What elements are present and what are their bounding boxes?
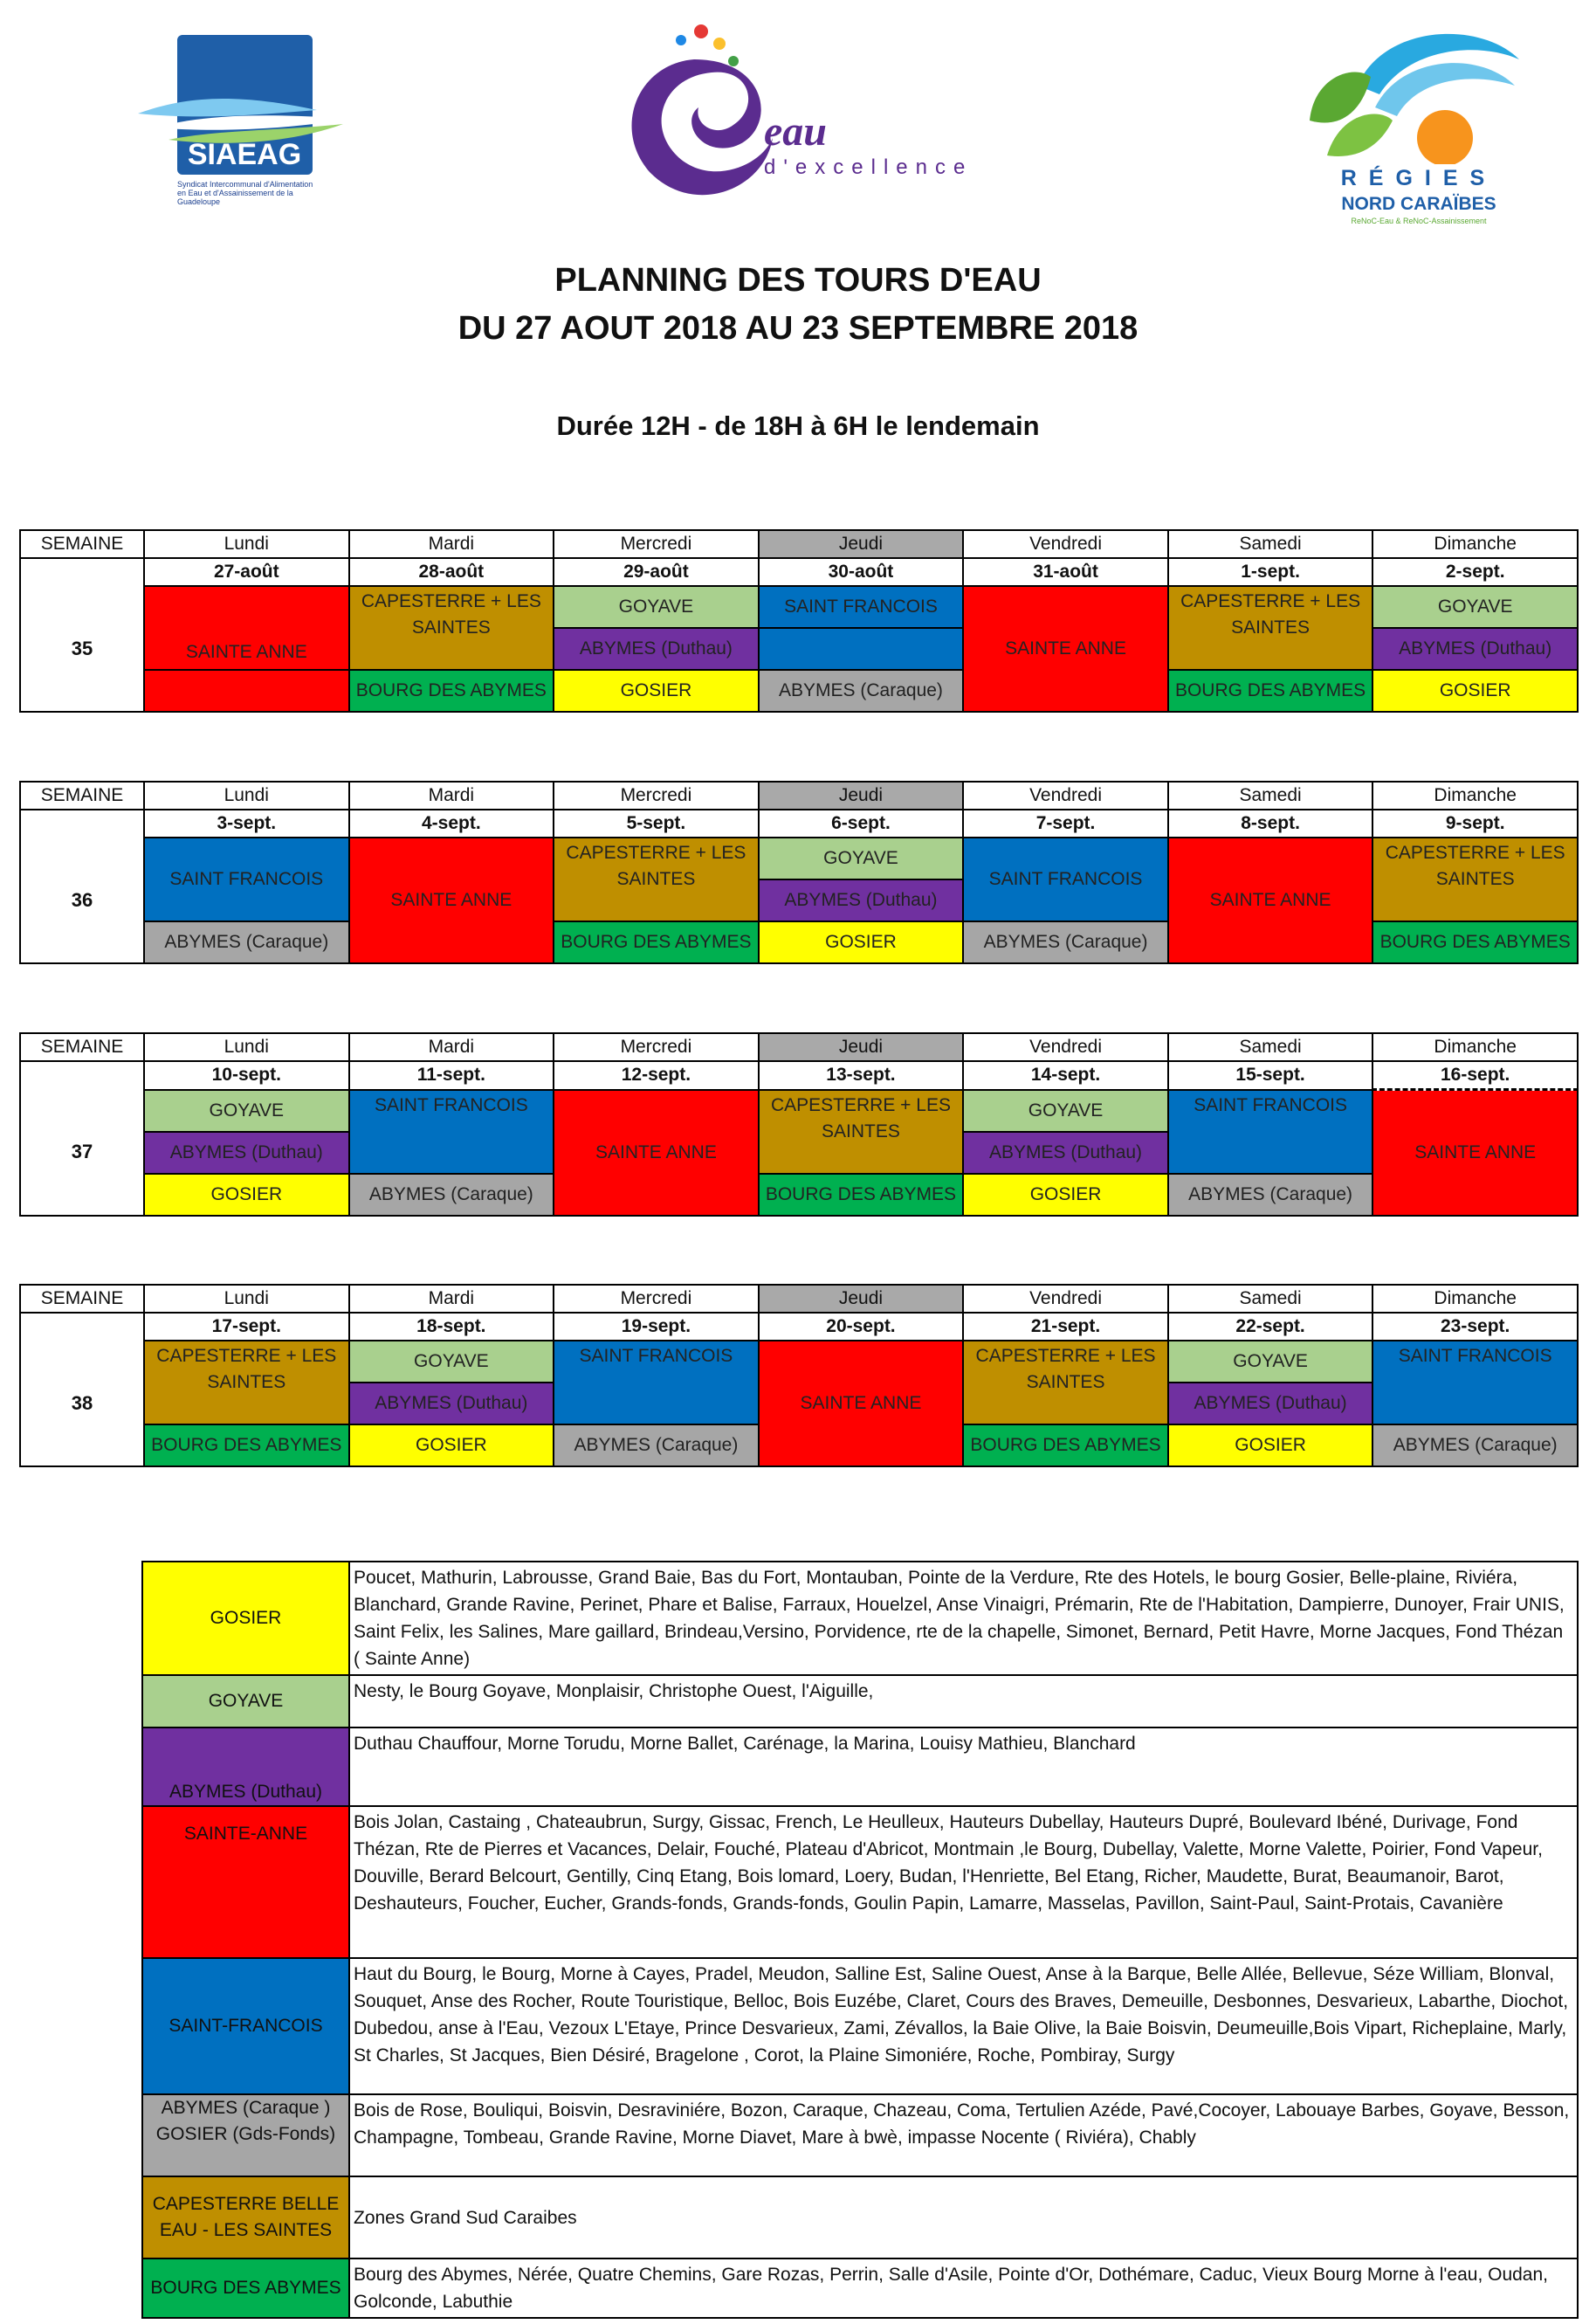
day-header-samedi: Samedi	[1168, 782, 1373, 810]
day-header-samedi: Samedi	[1168, 1285, 1373, 1313]
legend-text-saint-francois: Haut du Bourg, le Bourg, Morne à Cayes, Pradel, Meudon, Salline Est, Saline Ouest, Anse à la Barque, Belle Allée, Bellevue, Séze William, Blonval, Souquet, Anse des Rocher, Route Touristique, Belloc, Bois Euzébe, Claret, Cours des Braves, Demeuille, Desbonnes, Desvarieux, Labarthe, Diochot, Dubedou, anse à l'Eau, Vezoux L'Etaye, Prince Desvarieux, Zami, Zévallos, la Baie Olive, la Baie Boisvin, Deumeuille,Bois Vipart, Richeplaine, Marly, St Charles, St Jacques, Bien Désiré, Bragelone , Corot, la Plaine Simoniére, Roche, Pombiray, Surgy	[349, 1958, 1578, 2094]
semaine-header: SEMAINE	[20, 530, 144, 558]
week-37-schedule	[19, 1032, 1579, 1217]
zone-goyave: GOYAVE	[1168, 1341, 1373, 1383]
zone-capesterre: CAPESTERRE + LES SAINTES	[759, 1090, 964, 1174]
regies-sun-leaf-icon	[1305, 24, 1532, 164]
zone-gosier: GOSIER	[554, 670, 759, 712]
zone-bourg-des-abymes: BOURG DES ABYMES	[1372, 921, 1578, 963]
day-header-jeudi: Jeudi	[759, 782, 964, 810]
day-header-mardi: Mardi	[349, 1033, 554, 1061]
day-header-dimanche: Dimanche	[1372, 1033, 1578, 1061]
date-cell: 11-sept.	[349, 1061, 554, 1090]
date-cell: 19-sept.	[554, 1313, 759, 1341]
day-header-vendredi: Vendredi	[963, 782, 1168, 810]
date-cell: 10-sept.	[144, 1061, 349, 1090]
day-header-jeudi: Jeudi	[759, 1033, 964, 1061]
zone-saint-francois: SAINT FRANCOIS	[1168, 1090, 1373, 1174]
zone-bourg-des-abymes: BOURG DES ABYMES	[144, 1424, 349, 1466]
zone-abymes-caraque: ABYMES (Caraque)	[144, 921, 349, 963]
zone-saint-francois: SAINT FRANCOIS	[349, 1090, 554, 1174]
week-number: 36	[20, 838, 144, 963]
duration-note: Durée 12H - de 18H à 6H le lendemain	[556, 410, 1040, 441]
zone-saint-francois: SAINT FRANCOIS	[144, 838, 349, 921]
regies-subtitle: ReNoC-Eau & ReNoC-Assainissement	[1351, 217, 1487, 225]
date-cell: 5-sept.	[554, 810, 759, 838]
zone-abymes-caraque: ABYMES (Caraque)	[1168, 1174, 1373, 1216]
zone-abymes-duthau: ABYMES (Duthau)	[1372, 628, 1578, 670]
day-header-lundi: Lundi	[144, 530, 349, 558]
zone-sainte-anne: SAINTE ANNE	[554, 1090, 759, 1216]
zone-gosier: GOSIER	[963, 1174, 1168, 1216]
zone-gosier: GOSIER	[1372, 670, 1578, 712]
legend-key-goyave: GOYAVE	[142, 1675, 349, 1727]
zone-saint-francois: SAINT FRANCOIS	[963, 838, 1168, 921]
zone-bourg-des-abymes: BOURG DES ABYMES	[349, 670, 554, 712]
date-cell: 22-sept.	[1168, 1313, 1373, 1341]
date-cell: 7-sept.	[963, 810, 1168, 838]
siaeag-name: SIAEAG	[187, 138, 302, 171]
siaeag-logo	[138, 33, 352, 225]
zone-capesterre: CAPESTERRE + LES SAINTES	[963, 1341, 1168, 1424]
regies-nord-caraibes-logo	[1305, 24, 1532, 234]
date-cell: 21-sept.	[963, 1313, 1168, 1341]
date-cell: 2-sept.	[1372, 558, 1578, 586]
zone-goyave: GOYAVE	[349, 1341, 554, 1383]
zone-bourg-des-abymes: BOURG DES ABYMES	[963, 1424, 1168, 1466]
zone-sainte-anne: SAINTE ANNE	[963, 586, 1168, 712]
zone-gosier: GOSIER	[349, 1424, 554, 1466]
date-cell: 31-août	[963, 558, 1168, 586]
date-cell: 3-sept.	[144, 810, 349, 838]
zone-saint-francois: SAINT FRANCOIS	[554, 1341, 759, 1424]
day-header-jeudi: Jeudi	[759, 1285, 964, 1313]
day-header-dimanche: Dimanche	[1372, 782, 1578, 810]
day-header-vendredi: Vendredi	[963, 1285, 1168, 1313]
date-cell: 29-août	[554, 558, 759, 586]
eau-word: eau	[764, 108, 827, 155]
date-cell: 12-sept.	[554, 1061, 759, 1090]
legend-key-sainte-anne: SAINTE-ANNE	[142, 1806, 349, 1958]
week-number: 37	[20, 1090, 144, 1216]
day-header-lundi: Lundi	[144, 1285, 349, 1313]
day-header-mardi: Mardi	[349, 1285, 554, 1313]
week-36-schedule	[19, 781, 1579, 964]
zone-sainte-anne: SAINTE ANNE	[1168, 838, 1373, 963]
date-cell: 28-août	[349, 558, 554, 586]
zone-abymes-caraque: ABYMES (Caraque)	[554, 1424, 759, 1466]
zone-capesterre: CAPESTERRE + LES SAINTES	[1372, 838, 1578, 921]
date-cell: 18-sept.	[349, 1313, 554, 1341]
day-header-dimanche: Dimanche	[1372, 530, 1578, 558]
date-cell: 6-sept.	[759, 810, 964, 838]
zones-legend	[141, 1561, 1579, 2319]
zone-abymes-duthau: ABYMES (Duthau)	[349, 1383, 554, 1424]
day-header-lundi: Lundi	[144, 1033, 349, 1061]
week-35-schedule	[19, 529, 1579, 713]
legend-text-sainte-anne: Bois Jolan, Castaing , Chateaubrun, Surgy, Gissac, French, Le Heulleux, Hauteurs Dubellay, Hauteurs Dupré, Boulevard Ibéné, Durivage, Fond Thézan, Rte de Pierres et Vacances, Delair, Fouché, Plateau d'Abricot, Montmain ,le Bourg, Dubellay, Valette, Morne Valette, Poirier, Fond Vapeur, Douville, Berard Belcourt, Gentilly, Cinq Etang, Bois lomard, Loery, Budan, l'Henriette, Bel Etang, Richer, Maudette, Burat, Beaumanoir, Barot, Deshauteurs, Foucher, Eucher, Grands-fonds, Grands-fonds, Goulin Papin, Lamarre, Masselas, Pavillon, Saint-Paul, Saint-Protais, Cavanière	[349, 1806, 1578, 1958]
siaeag-subtitle: Syndicat Intercommunal d'Alimentation en Eau et d'Assainissement de la Guadeloupe	[177, 180, 313, 206]
zone-capesterre: CAPESTERRE + LES SAINTES	[1168, 586, 1373, 670]
legend-text-abymes-caraque-gosier: Bois de Rose, Bouliqui, Boisvin, Desraviniére, Bozon, Caraque, Chazeau, Coma, Tertulien Azéde, Pavé,Cocoyer, Labouaye Barbes, Goyave, Besson, Champagne, Tombeau, Grande Ravine, Morne Diavet, Mare à bwè, impasse Nocente ( Riviéra), Chably	[349, 2094, 1578, 2176]
date-cell: 1-sept.	[1168, 558, 1373, 586]
page-title-dates: DU 27 AOUT 2018 AU 23 SEPTEMBRE 2018	[457, 310, 1139, 347]
zone-capesterre: CAPESTERRE + LES SAINTES	[144, 1341, 349, 1424]
legend-key-bourg-des-abymes: BOURG DES ABYMES	[142, 2258, 349, 2318]
zone-sainte-anne: SAINTE ANNE	[349, 838, 554, 963]
legend-key-abymes-caraque-gosier: ABYMES (Caraque ) GOSIER (Gds-Fonds)	[142, 2094, 349, 2176]
zone-goyave: GOYAVE	[554, 586, 759, 628]
page-title: PLANNING DES TOURS D'EAU	[554, 262, 1042, 299]
zone-bourg-des-abymes: BOURG DES ABYMES	[1168, 670, 1373, 712]
day-header-vendredi: Vendredi	[963, 530, 1168, 558]
zone-saint-francois: SAINT FRANCOIS	[1372, 1341, 1578, 1424]
day-header-mercredi: Mercredi	[554, 782, 759, 810]
day-header-dimanche: Dimanche	[1372, 1285, 1578, 1313]
semaine-header: SEMAINE	[20, 1285, 144, 1313]
zone-abymes-duthau: ABYMES (Duthau)	[1168, 1383, 1373, 1424]
day-header-mercredi: Mercredi	[554, 1033, 759, 1061]
zone-goyave: GOYAVE	[963, 1090, 1168, 1132]
date-cell: 14-sept.	[963, 1061, 1168, 1090]
semaine-header: SEMAINE	[20, 1033, 144, 1061]
zone-capesterre: CAPESTERRE + LES SAINTES	[349, 586, 554, 670]
day-header-samedi: Samedi	[1168, 1033, 1373, 1061]
day-header-mercredi: Mercredi	[554, 530, 759, 558]
day-header-mardi: Mardi	[349, 782, 554, 810]
zone-gosier: GOSIER	[1168, 1424, 1373, 1466]
eau-excellence-logo	[611, 24, 1004, 208]
zone-abymes-duthau: ABYMES (Duthau)	[759, 879, 964, 921]
zone-abymes-caraque: ABYMES (Caraque)	[1372, 1424, 1578, 1466]
zone-sainte-anne: SAINTE ANNE	[1372, 1090, 1578, 1216]
week-number: 35	[20, 586, 144, 712]
day-header-mardi: Mardi	[349, 530, 554, 558]
zone-bourg-des-abymes: BOURG DES ABYMES	[554, 921, 759, 963]
legend-text-capesterre: Zones Grand Sud Caraibes	[349, 2176, 1578, 2258]
day-header-vendredi: Vendredi	[963, 1033, 1168, 1061]
zone-gosier: GOSIER	[759, 921, 964, 963]
day-header-samedi: Samedi	[1168, 530, 1373, 558]
day-header-lundi: Lundi	[144, 782, 349, 810]
legend-text-bourg-des-abymes: Bourg des Abymes, Nérée, Quatre Chemins, Gare Rozas, Perrin, Salle d'Asile, Pointe d'Or, Dothémare, Caduc, Vieux Bourg Morne à l'eau, Oudan, Golconde, Labuthie	[349, 2258, 1578, 2318]
zone-goyave: GOYAVE	[144, 1090, 349, 1132]
zone-abymes-caraque: ABYMES (Caraque)	[963, 921, 1168, 963]
week-number: 38	[20, 1341, 144, 1466]
date-cell: 30-août	[759, 558, 964, 586]
zone-capesterre: CAPESTERRE + LES SAINTES	[554, 838, 759, 921]
zone-saint-francois: SAINT FRANCOIS	[759, 586, 964, 628]
eau-tagline: d'excellence	[764, 155, 973, 179]
legend-text-gosier: Poucet, Mathurin, Labrousse, Grand Baie, Bas du Fort, Montauban, Pointe de la Verdure, Rte des Hotels, le bourg Gosier, Belle-plaine, Riviéra, Blanchard, Grande Ravine, Perinet, Phare et Balise, Farraux, Houelzel, Anse Vinaigri, Prémarin, Rte de l'Habitation, Dampierre, Dunoyer, Frair UNIS, Saint Felix, les Salines, Mare gaillard, Brindeau,Versino, Porvidence, rte de la chapelle, Simonet, Bernard, Petit Havre, Morne Jacques, Fond Thézan ( Sainte Anne)	[349, 1562, 1578, 1675]
legend-key-gosier: GOSIER	[142, 1562, 349, 1675]
date-cell: 16-sept.	[1372, 1061, 1578, 1090]
zone-goyave: GOYAVE	[759, 838, 964, 879]
date-cell: 15-sept.	[1168, 1061, 1373, 1090]
zone-bourg-des-abymes: BOURG DES ABYMES	[759, 1174, 964, 1216]
date-cell: 13-sept.	[759, 1061, 964, 1090]
date-cell: 20-sept.	[759, 1313, 964, 1341]
zone-abymes-caraque: ABYMES (Caraque)	[759, 670, 964, 712]
date-cell: 17-sept.	[144, 1313, 349, 1341]
semaine-header: SEMAINE	[20, 782, 144, 810]
date-cell: 27-août	[144, 558, 349, 586]
regies-nord-caraibes: NORD CARAÏBES	[1341, 194, 1496, 214]
week-38-schedule	[19, 1284, 1579, 1467]
legend-text-abymes-duthau: Duthau Chauffour, Morne Torudu, Morne Ballet, Carénage, la Marina, Louisy Mathieu, Blanchard	[349, 1727, 1578, 1806]
zone-abymes-duthau: ABYMES (Duthau)	[144, 1132, 349, 1174]
regies-word: RÉGIES	[1340, 166, 1497, 190]
date-cell: 8-sept.	[1168, 810, 1373, 838]
date-cell: 23-sept.	[1372, 1313, 1578, 1341]
legend-key-saint-francois: SAINT-FRANCOIS	[142, 1958, 349, 2094]
zone-abymes-duthau: ABYMES (Duthau)	[554, 628, 759, 670]
zone-sainte-anne: SAINTE ANNE	[144, 586, 349, 670]
day-header-jeudi: Jeudi	[759, 530, 964, 558]
legend-key-capesterre: CAPESTERRE BELLE EAU - LES SAINTES	[142, 2176, 349, 2258]
date-cell: 4-sept.	[349, 810, 554, 838]
zone-goyave: GOYAVE	[1372, 586, 1578, 628]
legend-key-abymes-duthau: ABYMES (Duthau)	[142, 1727, 349, 1806]
day-header-mercredi: Mercredi	[554, 1285, 759, 1313]
zone-gosier: GOSIER	[144, 1174, 349, 1216]
zone-sainte-anne: SAINTE ANNE	[759, 1341, 964, 1466]
zone-abymes-duthau: ABYMES (Duthau)	[963, 1132, 1168, 1174]
date-cell: 9-sept.	[1372, 810, 1578, 838]
zone-abymes-caraque: ABYMES (Caraque)	[349, 1174, 554, 1216]
legend-text-goyave: Nesty, le Bourg Goyave, Monplaisir, Christophe Ouest, l'Aiguille,	[349, 1675, 1578, 1727]
